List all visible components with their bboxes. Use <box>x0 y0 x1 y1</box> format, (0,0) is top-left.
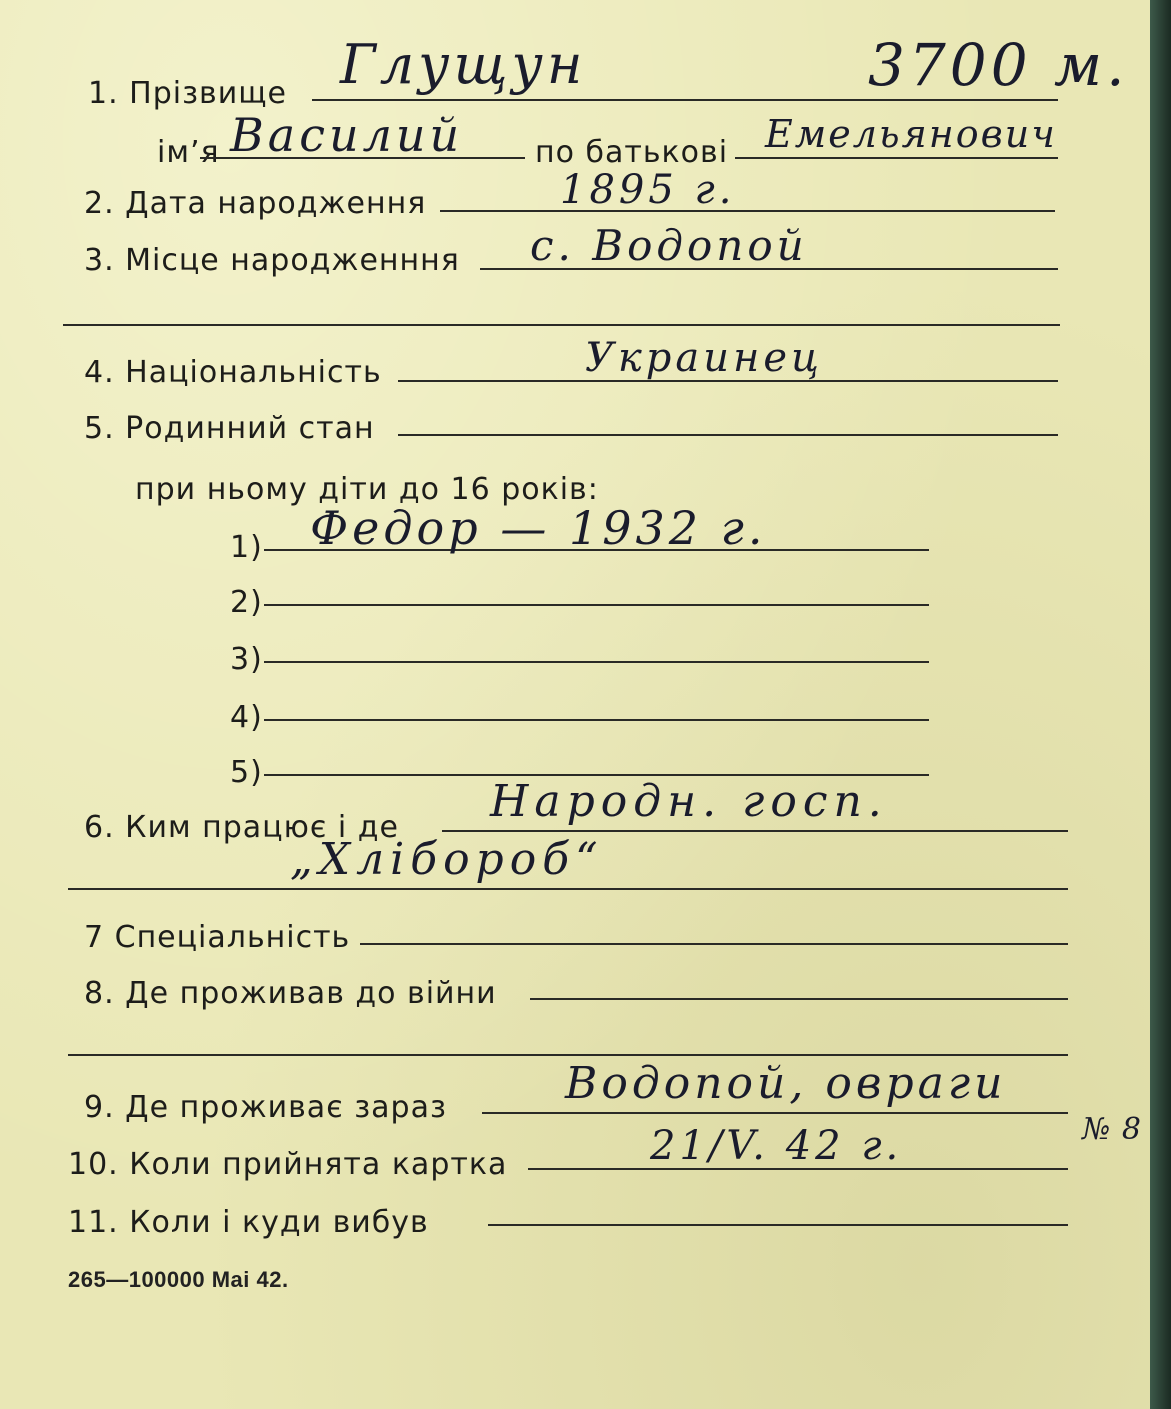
specialty-line <box>360 943 1068 945</box>
birthdate-line <box>440 210 1055 212</box>
accepted-value: 21/V. 42 г. <box>650 1123 903 1169</box>
child-line-4 <box>264 719 929 721</box>
current-number: № 8 <box>1082 1112 1143 1147</box>
surname-value: Глущун <box>340 33 587 96</box>
birthdate-value: 1895 г. <box>560 167 736 213</box>
family-line <box>398 434 1058 436</box>
current-value: Водопой, овраги <box>565 1058 1007 1109</box>
nationality-value: Украинец <box>585 335 823 381</box>
left-line <box>488 1224 1068 1226</box>
current-label: 9. Де проживає зараз <box>84 1090 447 1125</box>
child-1-value: Федор — 1932 г. <box>310 501 767 555</box>
work-line-2 <box>68 888 1068 890</box>
nationality-label: 4. Національність <box>84 355 382 390</box>
child-number-1: 1) <box>230 530 263 565</box>
work-value-2: „Хлібороб“ <box>290 834 604 885</box>
birthplace-label: 3. Місце народженння <box>84 243 460 278</box>
children-label: при ньому діти до 16 років: <box>135 472 599 507</box>
child-number-4: 4) <box>230 700 263 735</box>
surname-label: 1. Прізвище <box>88 76 287 111</box>
specialty-label: 7 Спеціальність <box>84 920 351 955</box>
left-label: 11. Коли і куди вибув <box>68 1205 429 1240</box>
prewar-line-2 <box>68 1054 1068 1056</box>
prewar-label: 8. Де проживав до війни <box>84 976 497 1011</box>
work-label: 6. Ким працює і де <box>84 810 399 845</box>
patronymic-line <box>735 157 1058 159</box>
card-number: 3700 м. <box>868 31 1129 99</box>
family-label: 5. Родинний стан <box>84 411 375 446</box>
current-line <box>482 1112 1068 1114</box>
birthdate-label: 2. Дата народження <box>84 186 427 221</box>
child-number-2: 2) <box>230 585 263 620</box>
name-label: ім’я <box>157 135 220 170</box>
work-line <box>442 830 1068 832</box>
accepted-label: 10. Коли прийнята картка <box>68 1147 508 1182</box>
name-value: Василий <box>230 108 464 162</box>
work-value-1: Народн. госп. <box>490 776 888 827</box>
child-line-2 <box>264 604 929 606</box>
birthplace-value: с. Водопой <box>530 221 808 270</box>
surname-line <box>312 99 1058 101</box>
birthplace-line-2 <box>63 324 1060 326</box>
child-number-5: 5) <box>230 755 263 790</box>
background-edge <box>1150 0 1171 1409</box>
print-code: 265—100000 Mai 42. <box>68 1267 289 1292</box>
prewar-line <box>530 998 1068 1000</box>
patronymic-label: по батькові <box>535 135 729 170</box>
child-number-3: 3) <box>230 642 263 677</box>
child-line-3 <box>264 661 929 663</box>
patronymic-value: Емельянович <box>765 112 1057 156</box>
